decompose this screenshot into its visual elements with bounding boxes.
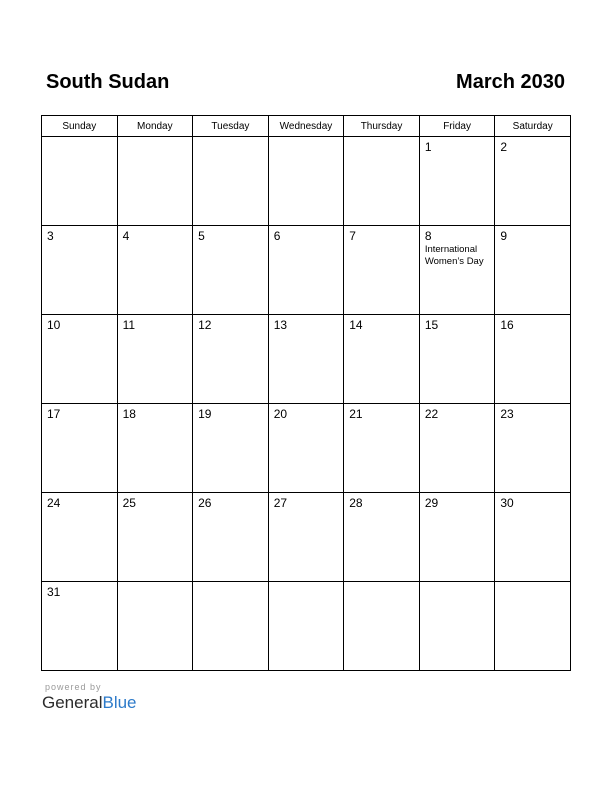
day-number: 28 — [349, 496, 363, 510]
day-number: 2 — [500, 140, 508, 154]
week-row — [42, 137, 571, 226]
day-cell — [344, 404, 420, 493]
day-number: 23 — [500, 407, 514, 421]
day-number: 20 — [273, 407, 288, 421]
day-number: 10 — [47, 318, 61, 332]
day-number: 24 — [47, 496, 61, 510]
day-number: 16 — [500, 318, 514, 332]
day-cell — [42, 226, 118, 315]
weekday-header: Friday — [419, 116, 495, 137]
day-cell — [193, 315, 269, 404]
day-cell — [419, 404, 495, 493]
powered-by-text: powered by — [45, 682, 102, 692]
month-year-title: March 2030 — [456, 71, 565, 93]
day-cell — [495, 493, 571, 582]
weekday-header: Sunday — [42, 116, 118, 137]
day-number: 19 — [198, 407, 212, 421]
day-number: 30 — [500, 496, 514, 510]
day-cell — [495, 404, 571, 493]
day-cell — [193, 404, 269, 493]
country-title: South Sudan — [46, 71, 170, 93]
day-cell — [419, 137, 495, 226]
weekday-header: Wednesday — [268, 116, 344, 137]
day-cell — [419, 493, 495, 582]
brand-blue: Blue — [102, 693, 137, 712]
day-number: 5 — [198, 229, 205, 243]
day-cell — [268, 137, 344, 226]
day-number: 7 — [349, 229, 356, 243]
day-number: 29 — [424, 496, 439, 510]
day-cell — [117, 582, 193, 671]
weekday-header: Thursday — [344, 116, 420, 137]
day-cell — [344, 137, 420, 226]
day-cell — [193, 493, 269, 582]
day-cell — [344, 493, 420, 582]
day-cell — [117, 315, 193, 404]
holiday-label: International Women’s Day — [424, 244, 484, 267]
day-number: 15 — [424, 318, 439, 332]
day-cell — [495, 226, 571, 315]
day-number: 8 — [424, 229, 432, 243]
week-row — [42, 226, 571, 315]
weekday-header-row — [42, 116, 571, 137]
footer — [42, 682, 137, 713]
day-cell — [193, 137, 269, 226]
calendar-grid — [41, 115, 571, 671]
day-number: 25 — [122, 496, 136, 510]
generalblue-logo — [42, 693, 137, 713]
day-number: 26 — [198, 496, 212, 510]
day-number: 27 — [273, 496, 288, 510]
week-row — [42, 582, 571, 671]
day-number: 14 — [349, 318, 363, 332]
day-cell — [193, 582, 269, 671]
day-cell — [117, 137, 193, 226]
calendar-body — [42, 137, 571, 671]
day-number: 13 — [273, 318, 288, 332]
day-number: 6 — [273, 229, 281, 243]
weekday-header: Monday — [117, 116, 193, 137]
day-cell — [419, 315, 495, 404]
brand-general: General — [42, 693, 103, 712]
day-cell — [268, 315, 344, 404]
day-cell — [268, 404, 344, 493]
day-number: 11 — [122, 318, 136, 332]
week-row — [42, 315, 571, 404]
day-cell — [42, 404, 118, 493]
day-cell — [42, 582, 118, 671]
day-number: 22 — [424, 407, 439, 421]
week-row — [42, 493, 571, 582]
day-cell — [495, 137, 571, 226]
day-number: 31 — [47, 585, 61, 599]
day-cell — [117, 226, 193, 315]
day-number: 1 — [424, 140, 432, 154]
week-row — [42, 404, 571, 493]
day-cell — [42, 137, 118, 226]
day-cell — [495, 315, 571, 404]
weekday-header: Saturday — [495, 116, 571, 137]
day-cell — [117, 493, 193, 582]
day-cell — [344, 582, 420, 671]
day-number: 17 — [47, 407, 61, 421]
day-cell — [268, 226, 344, 315]
day-number: 12 — [198, 318, 212, 332]
day-cell — [419, 582, 495, 671]
weekday-header: Tuesday — [193, 116, 269, 137]
day-cell — [268, 582, 344, 671]
day-number: 18 — [122, 407, 136, 421]
day-number: 3 — [47, 229, 54, 243]
day-cell — [117, 404, 193, 493]
day-cell — [268, 493, 344, 582]
day-cell — [42, 493, 118, 582]
day-cell — [193, 226, 269, 315]
day-cell — [419, 226, 495, 315]
day-cell — [42, 315, 118, 404]
day-cell — [344, 315, 420, 404]
day-cell — [495, 582, 571, 671]
day-number: 4 — [122, 229, 130, 243]
day-cell — [344, 226, 420, 315]
day-number: 9 — [500, 229, 508, 243]
day-number: 21 — [349, 407, 363, 421]
